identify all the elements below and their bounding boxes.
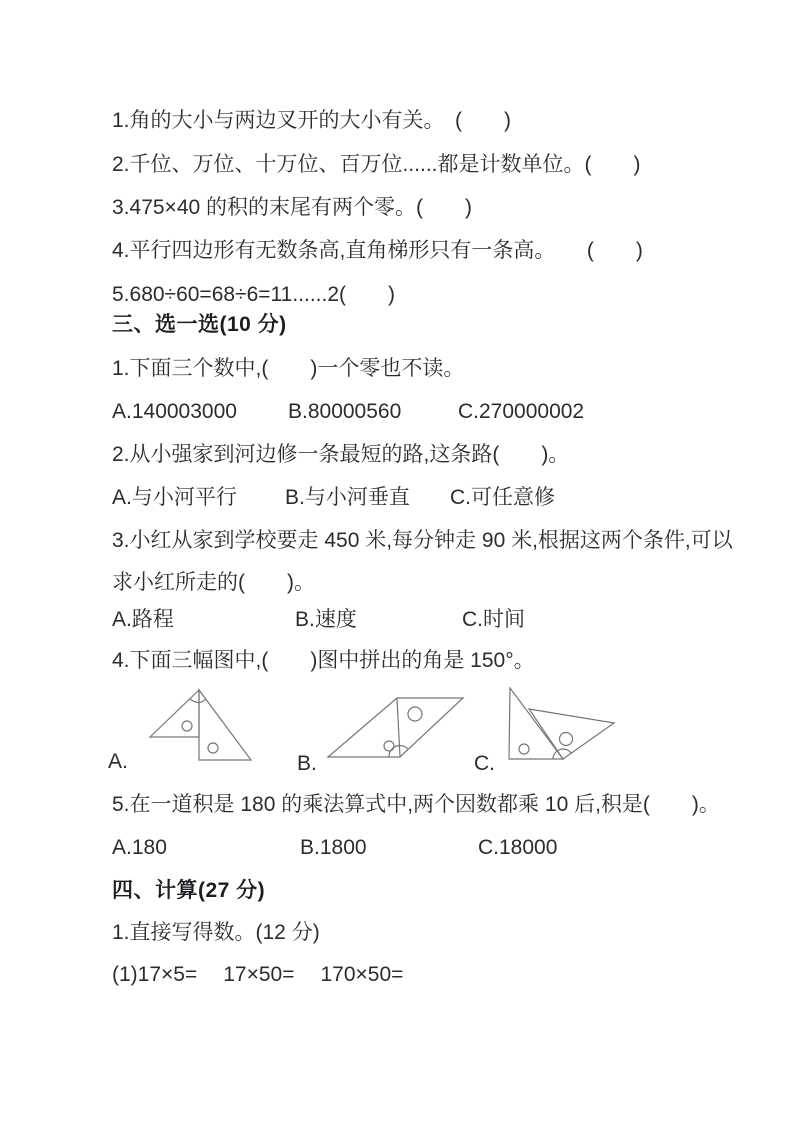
figure-b-label: B. (297, 752, 317, 775)
choice-q2-text: 2.从小强家到河边修一条最短的路,这条路( )。 (112, 443, 570, 466)
choice-q3-option-c: C.时间 (462, 608, 525, 631)
choice-q1-options (112, 398, 672, 426)
choice-q2-option-a: A.与小河平行 (112, 486, 237, 509)
judge-item-5: 5.680÷60=68÷6=11......2( ) (112, 283, 395, 306)
judge-item-2: 2.千位、万位、十万位、百万位......都是计数单位。( ) (112, 153, 641, 176)
figure-b-diagram (326, 694, 466, 760)
calc-row-1 (112, 961, 403, 989)
choice-q2-option-c: C.可任意修 (450, 486, 555, 509)
choice-q1-option-c: C.270000002 (458, 400, 585, 423)
calc-expression-1: (1)17×5= (112, 963, 198, 986)
choice-q3-text-line2: 求小红所走的( )。 (112, 571, 315, 594)
choice-q5-option-c: C.18000 (478, 836, 558, 859)
calc-expression-2: 17×50= (223, 963, 295, 986)
figure-a-diagram (145, 683, 255, 763)
choice-q3-option-a: A.路程 (112, 608, 174, 631)
choice-q3-text-line1: 3.小红从家到学校要走 450 米,每分钟走 90 米,根据这两个条件,可以 (112, 529, 733, 552)
choice-q5-option-a: A.180 (112, 836, 167, 859)
figure-c-diagram (505, 683, 617, 763)
choice-q2-option-b: B.与小河垂直 (285, 486, 410, 509)
figure-a-label: A. (108, 750, 128, 773)
choice-q3-options (112, 606, 672, 634)
choice-q4-text: 4.下面三幅图中,( )图中拼出的角是 150°。 (112, 649, 535, 672)
choice-q5-text: 5.在一道积是 180 的乘法算式中,两个因数都乘 10 后,积是( )。 (112, 793, 720, 816)
calc-sub-heading: 1.直接写得数。(12 分) (112, 921, 320, 944)
choice-q2-options (112, 484, 672, 512)
section-heading-choice: 三、选一选(10 分) (112, 313, 287, 336)
section-heading-calc: 四、计算(27 分) (112, 879, 266, 902)
choice-q1-option-b: B.80000560 (288, 400, 402, 423)
judge-item-4: 4.平行四边形有无数条高,直角梯形只有一条高。 ( ) (112, 239, 643, 262)
choice-q5-options (112, 834, 672, 862)
figure-c-label: C. (474, 752, 495, 775)
choice-q1-text: 1.下面三个数中,( )一个零也不读。 (112, 357, 465, 380)
choice-q5-option-b: B.1800 (300, 836, 367, 859)
choice-q1-option-a: A.140003000 (112, 400, 237, 423)
calc-expression-3: 170×50= (320, 963, 404, 986)
judge-item-1: 1.角的大小与两边叉开的大小有关。 ( ) (112, 109, 511, 132)
choice-q3-option-b: B.速度 (295, 608, 357, 631)
judge-item-3: 3.475×40 的积的末尾有两个零。( ) (112, 196, 472, 219)
